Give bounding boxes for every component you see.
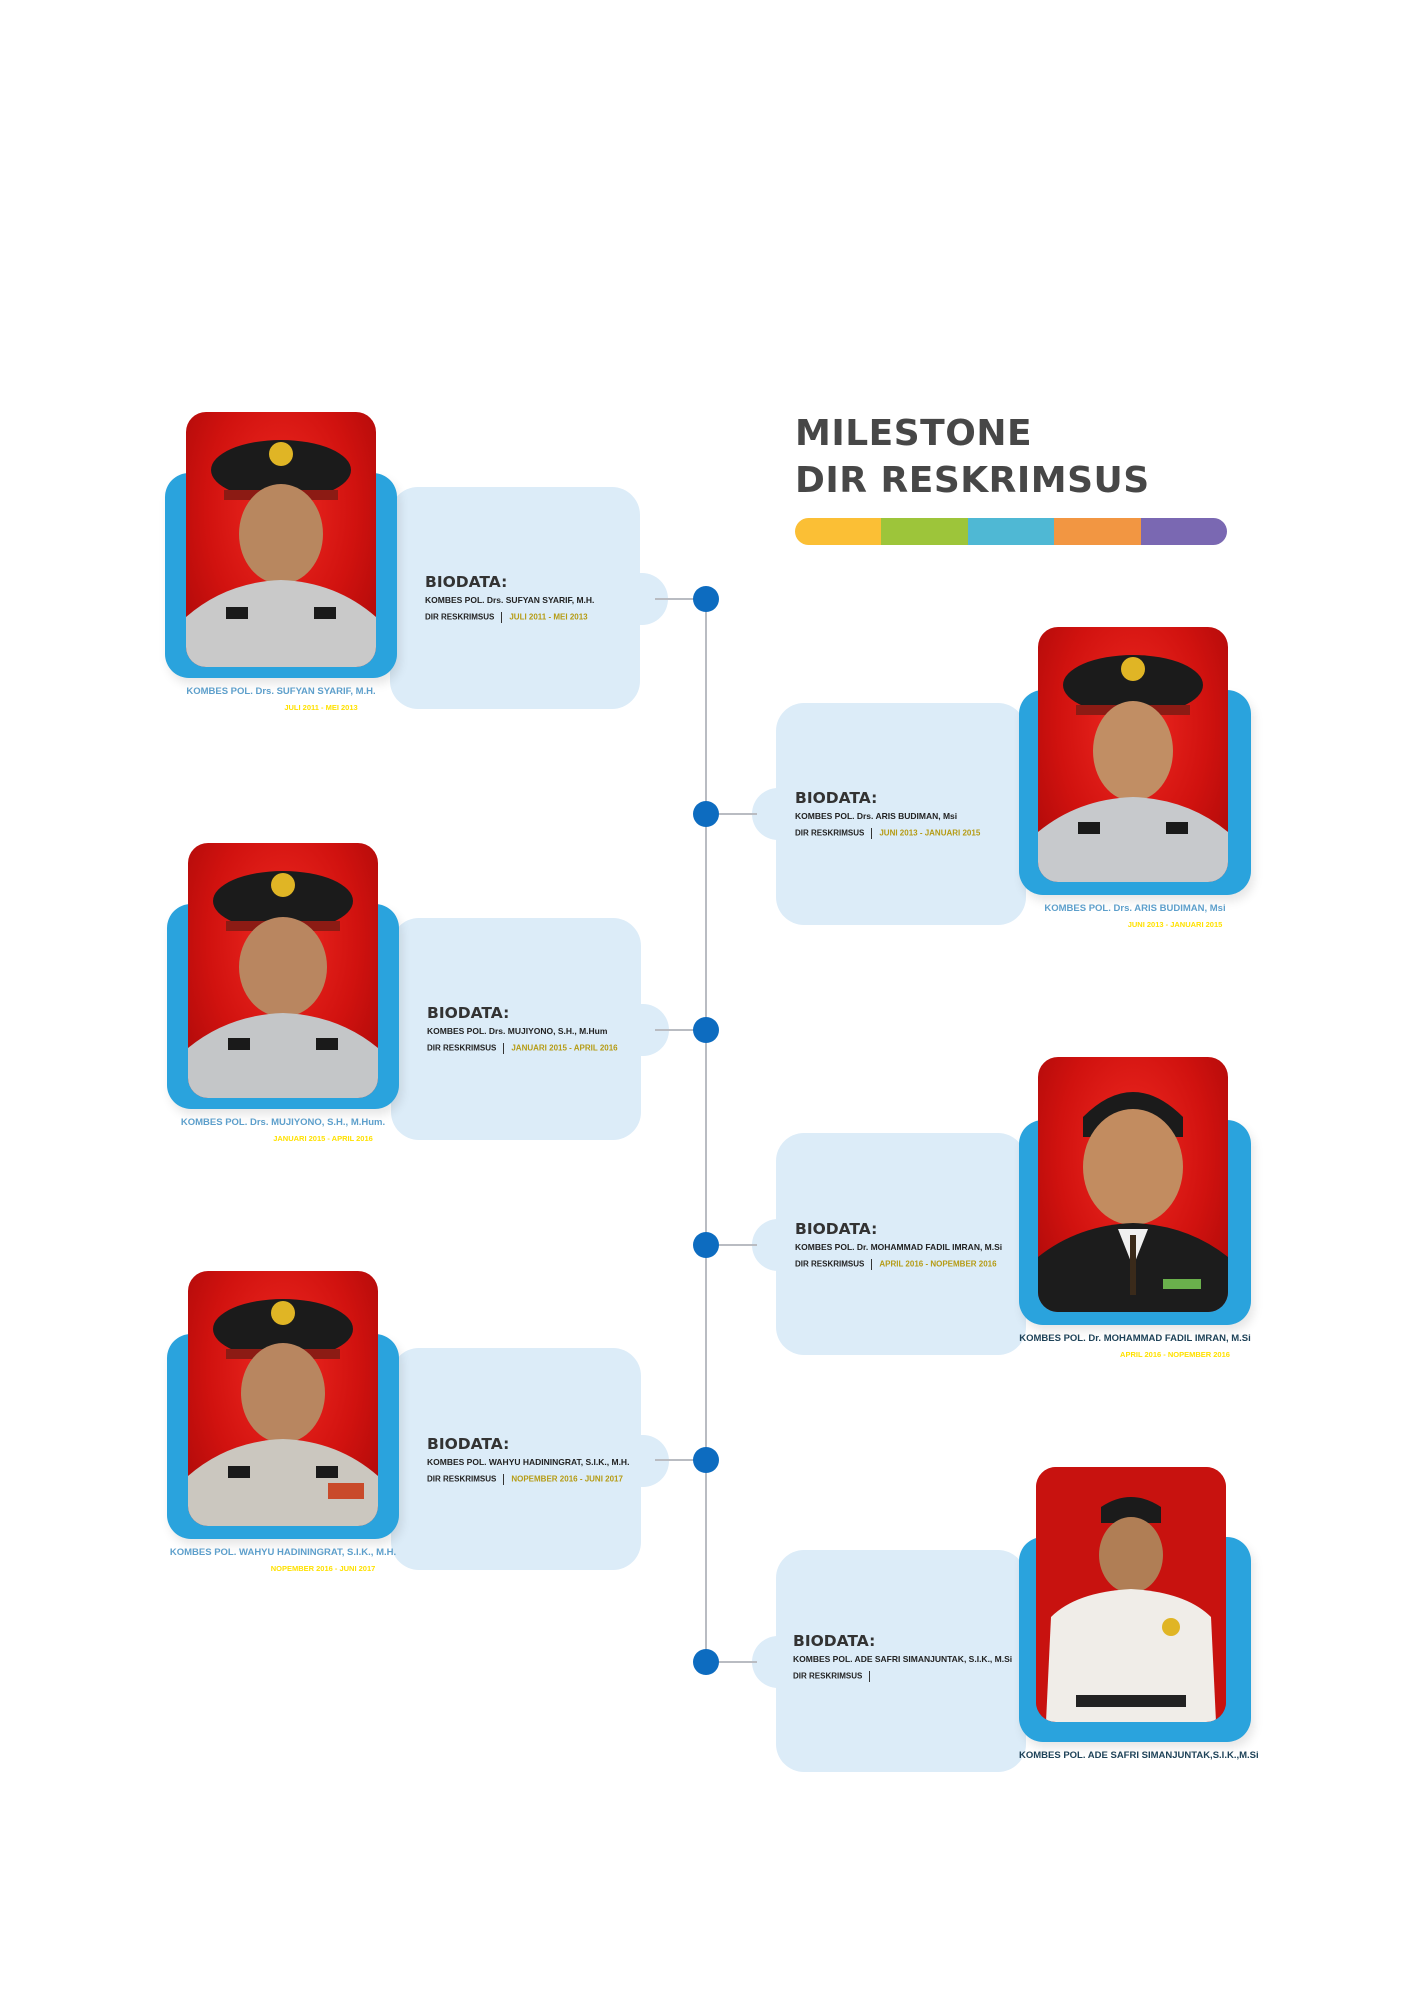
biodata-name: KOMBES POL. Drs. SUFYAN SYARIF, M.H. [425, 595, 595, 605]
card-role: DIR RESKRIMSUS APRIL 2016 - NOPEMBER 2016 [1040, 1350, 1230, 1359]
biodata-name: KOMBES POL. Dr. MOHAMMAD FADIL IMRAN, M.Si [795, 1242, 1003, 1252]
card-role: DIR RESKRIMSUS [1053, 1767, 1119, 1776]
biodata-name: KOMBES POL. ADE SAFRI SIMANJUNTAK, S.I.K., M.Si [793, 1654, 1013, 1664]
biodata-role: DIR RESKRIMSUS JANUARI 2015 - APRIL 2016 [427, 1043, 618, 1053]
biodata-block [425, 573, 625, 623]
biodata-block [795, 1220, 1005, 1270]
timeline-node[interactable] [693, 1447, 719, 1473]
card-name: KOMBES POL. Dr. MOHAMMAD FADIL IMRAN, M.Si [1019, 1333, 1251, 1344]
biodata-block [427, 1004, 627, 1054]
biodata-role: DIR RESKRIMSUS APRIL 2016 - NOPEMBER 2016 [795, 1259, 997, 1269]
timeline-node[interactable] [693, 586, 719, 612]
officer-portrait [1036, 1467, 1226, 1722]
officer-portrait [188, 843, 378, 1098]
card-role: DIR RESKRIMSUS JULI 2011 - MEI 2013 [204, 703, 358, 712]
biodata-period: JUNI 2013 - JANUARI 2015 [879, 828, 981, 838]
biodata-period: APRIL 2016 - NOPEMBER 2016 [879, 1259, 997, 1269]
card-role: DIR RESKRIMSUS JANUARI 2015 - APRIL 2016 [193, 1134, 373, 1143]
biodata-label: BIODATA: [793, 1632, 876, 1650]
color-bar-segment [1054, 518, 1140, 545]
biodata-name: KOMBES POL. WAHYU HADININGRAT, S.I.K., M.H. [427, 1457, 630, 1467]
biodata-period: JULI 2011 - MEI 2013 [509, 612, 588, 622]
card-role: DIR RESKRIMSUS NOPEMBER 2016 - JUNI 2017 [190, 1564, 376, 1573]
page-title [795, 410, 1150, 504]
card-name: KOMBES POL. Drs. MUJIYONO, S.H., M.Hum. [180, 1117, 386, 1128]
color-bar [795, 518, 1227, 545]
officer-portrait [1038, 627, 1228, 882]
color-bar-segment [881, 518, 967, 545]
biodata-label: BIODATA: [795, 1220, 878, 1238]
officer-portrait [188, 1271, 378, 1526]
biodata-period: NOPEMBER 2016 - JUNI 2017 [511, 1474, 623, 1484]
timeline-node[interactable] [693, 1649, 719, 1675]
card-name: KOMBES POL. ADE SAFRI SIMANJUNTAK,S.I.K.,M.Si [1019, 1750, 1259, 1761]
officer-portrait [186, 412, 376, 667]
biodata-role: DIR RESKRIMSUS JUNI 2013 - JANUARI 2015 [795, 828, 981, 838]
color-bar-segment [795, 518, 881, 545]
biodata-name: KOMBES POL. Drs. ARIS BUDIMAN, Msi [795, 811, 958, 821]
biodata-name: KOMBES POL. Drs. MUJIYONO, S.H., M.Hum [427, 1026, 608, 1036]
card-role: DIR RESKRIMSUS JUNI 2013 - JANUARI 2015 [1047, 920, 1223, 929]
biodata-role: DIR RESKRIMSUS [793, 1671, 1013, 1682]
biodata-block [427, 1435, 637, 1485]
color-bar-segment [968, 518, 1054, 545]
timeline-node[interactable] [693, 801, 719, 827]
biodata-role: DIR RESKRIMSUS JULI 2011 - MEI 2013 [425, 612, 588, 622]
card-name: KOMBES POL. Drs. SUFYAN SYARIF, M.H. [186, 686, 376, 697]
title-line-1: MILESTONE [795, 413, 1033, 454]
card-name: KOMBES POL. Drs. ARIS BUDIMAN, Msi [1044, 903, 1226, 914]
card-name: KOMBES POL. WAHYU HADININGRAT, S.I.K., M.H. [169, 1547, 397, 1558]
timeline-node[interactable] [693, 1232, 719, 1258]
biodata-block [793, 1632, 1013, 1682]
timeline-node[interactable] [693, 1017, 719, 1043]
biodata-label: BIODATA: [795, 789, 878, 807]
biodata-label: BIODATA: [427, 1004, 510, 1022]
timeline-line [705, 598, 707, 1666]
biodata-role: DIR RESKRIMSUS NOPEMBER 2016 - JUNI 2017 [427, 1474, 623, 1484]
title-line-2: DIR RESKRIMSUS [795, 460, 1150, 501]
color-bar-segment [1141, 518, 1227, 545]
biodata-label: BIODATA: [425, 573, 508, 591]
biodata-block [795, 789, 995, 839]
biodata-label: BIODATA: [427, 1435, 510, 1453]
officer-portrait [1038, 1057, 1228, 1312]
biodata-period: JANUARI 2015 - APRIL 2016 [511, 1043, 618, 1053]
